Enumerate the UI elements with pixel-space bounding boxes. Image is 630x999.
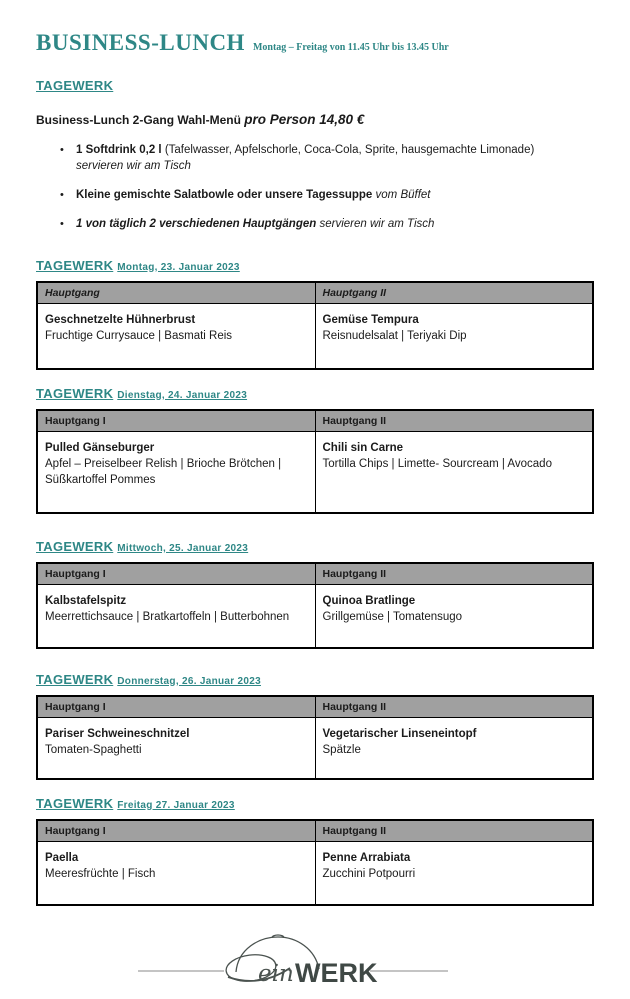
table-row: [37, 718, 593, 780]
dish-title: Geschnetzelte Hühnerbrust: [45, 314, 196, 326]
dish-description: Tomaten-Spaghetti: [45, 744, 142, 756]
dish-description: Tortilla Chips | Limette- Sourcream | Avocado: [322, 458, 552, 470]
dish-cell: [37, 842, 315, 906]
dish-title: Pulled Gänseburger: [45, 442, 155, 454]
dish-description: Zucchini Potpourri: [322, 868, 416, 880]
logo-script-text: ein: [258, 961, 294, 987]
dish-cell: [315, 304, 593, 370]
col-header-hauptgang-2: Hauptgang II: [315, 696, 593, 718]
bullet-list: [36, 142, 594, 232]
col-header-hauptgang-1: Hauptgang I: [37, 820, 315, 842]
dish-description: Meerrettichsauce | Bratkartoffeln | Butterbohnen: [45, 611, 290, 623]
day-heading-date: Montag, 23. Januar 2023: [117, 262, 240, 273]
col-header-hauptgang-2: Hauptgang II: [315, 820, 593, 842]
table-row: [37, 842, 593, 906]
bullet-item-hauptgang: [60, 216, 594, 232]
feinwerk-logo: [14, 932, 572, 999]
bullet-text: [76, 187, 431, 203]
day-section-montag: [36, 257, 594, 370]
dish-description: Fruchtige Currysauce | Basmati Reis: [45, 330, 233, 342]
dish-cell: [315, 432, 593, 514]
bullet-icon: •: [60, 218, 64, 230]
table-header-row: [37, 820, 593, 842]
intro-bold-text: Business-Lunch 2-Gang Wahl-Menü: [36, 113, 245, 127]
bullet-bold: Kleine gemischte Salatbowle oder unsere Tagessuppe: [76, 189, 376, 201]
day-heading-label: TAGEWERK: [36, 386, 114, 401]
bullet-item-softdrink: [60, 142, 594, 174]
col-header-hauptgang-1: Hauptgang I: [37, 563, 315, 585]
logo-werk-text: WERK: [295, 958, 378, 988]
dish-cell: [315, 585, 593, 649]
day-heading-date: Dienstag, 24. Januar 2023: [117, 390, 248, 401]
dish-cell: [37, 432, 315, 514]
page-subtitle: Montag – Freitag von 11.45 Uhr bis 13.45 Uhr: [252, 42, 449, 53]
bullet-italic: vom Büffet: [375, 189, 431, 201]
col-header-hauptgang-1: Hauptgang: [37, 282, 315, 304]
table-header-row: [37, 282, 593, 304]
dish-description: Reisnudelsalat | Teriyaki Dip: [322, 330, 467, 342]
intro-line: [36, 112, 594, 127]
day-heading-date: Mittwoch, 25. Januar 2023: [117, 543, 249, 554]
bullet-italic-line: servieren wir am Tisch: [76, 160, 191, 172]
col-header-hauptgang-2: Hauptgang II: [315, 410, 593, 432]
dish-cell: [315, 842, 593, 906]
dish-title: Chili sin Carne: [322, 442, 404, 454]
dish-title: Penne Arrabiata: [322, 852, 411, 864]
bullet-icon: •: [60, 189, 64, 201]
col-header-hauptgang-2: Hauptgang II: [315, 282, 593, 304]
table-row: [37, 304, 593, 370]
day-section-donnerstag: [36, 671, 594, 780]
title-row: [36, 30, 594, 56]
dish-title: Pariser Schweineschnitzel: [45, 728, 190, 740]
day-heading: [36, 795, 594, 813]
day-heading-label: TAGEWERK: [36, 258, 114, 273]
col-header-hauptgang-1: Hauptgang I: [37, 696, 315, 718]
day-section-dienstag: [36, 385, 594, 514]
menu-table-donnerstag: [36, 695, 594, 780]
table-header-row: [37, 696, 593, 718]
day-heading-label: TAGEWERK: [36, 672, 114, 687]
col-header-hauptgang-2: Hauptgang II: [315, 563, 593, 585]
dish-cell: [37, 585, 315, 649]
cloche-logo-icon: [138, 932, 448, 994]
day-section-mittwoch: [36, 538, 594, 649]
table-header-row: [37, 410, 593, 432]
bullet-bold: 1 Softdrink 0,2 l: [76, 144, 162, 156]
bullet-text: [76, 216, 434, 232]
day-heading-date: Freitag 27. Januar 2023: [117, 800, 235, 811]
bullet-item-salat: [60, 187, 594, 203]
table-row: [37, 432, 593, 514]
section-heading-tagewerk: TAGEWERK: [36, 78, 114, 93]
table-row: [37, 585, 593, 649]
day-heading: [36, 671, 594, 689]
dish-cell: [315, 718, 593, 780]
table-header-row: [37, 563, 593, 585]
day-heading-date: Donnerstag, 26. Januar 2023: [117, 676, 261, 687]
day-heading-label: TAGEWERK: [36, 539, 114, 554]
dish-title: Quinoa Bratlinge: [322, 595, 416, 607]
bullet-icon: •: [60, 144, 64, 156]
bullet-bold-italic: 1 von täglich 2 verschiedenen Hauptgängen: [76, 218, 320, 230]
day-section-freitag: [36, 795, 594, 906]
dish-description: Meeresfrüchte | Fisch: [45, 868, 156, 880]
bullet-italic: servieren wir am Tisch: [319, 218, 435, 230]
bullet-text: [76, 142, 534, 174]
intro-price-text: pro Person 14,80 €: [244, 112, 365, 127]
dish-description: Spätzle: [322, 744, 361, 756]
dish-cell: [37, 718, 315, 780]
dish-title: Paella: [45, 852, 79, 864]
day-heading-label: TAGEWERK: [36, 796, 114, 811]
menu-table-dienstag: [36, 409, 594, 514]
day-heading: [36, 385, 594, 403]
dish-description: Apfel – Preiselbeer Relish | Brioche Brötchen | Süßkartoffel Pommes: [45, 458, 282, 486]
dish-description: Grillgemüse | Tomatensugo: [322, 611, 463, 623]
col-header-hauptgang-1: Hauptgang I: [37, 410, 315, 432]
menu-table-montag: [36, 281, 594, 370]
dish-title: Kalbstafelspitz: [45, 595, 127, 607]
dish-title: Vegetarischer Linseneintopf: [322, 728, 477, 740]
dish-title: Gemüse Tempura: [322, 314, 419, 326]
day-heading: [36, 257, 594, 275]
dish-cell: [37, 304, 315, 370]
menu-table-mittwoch: [36, 562, 594, 649]
page-title: BUSINESS-LUNCH: [36, 30, 245, 55]
day-heading: [36, 538, 594, 556]
bullet-regular: (Tafelwasser, Apfelschorle, Coca-Cola, Sprite, hausgemachte Limonade): [161, 144, 535, 156]
